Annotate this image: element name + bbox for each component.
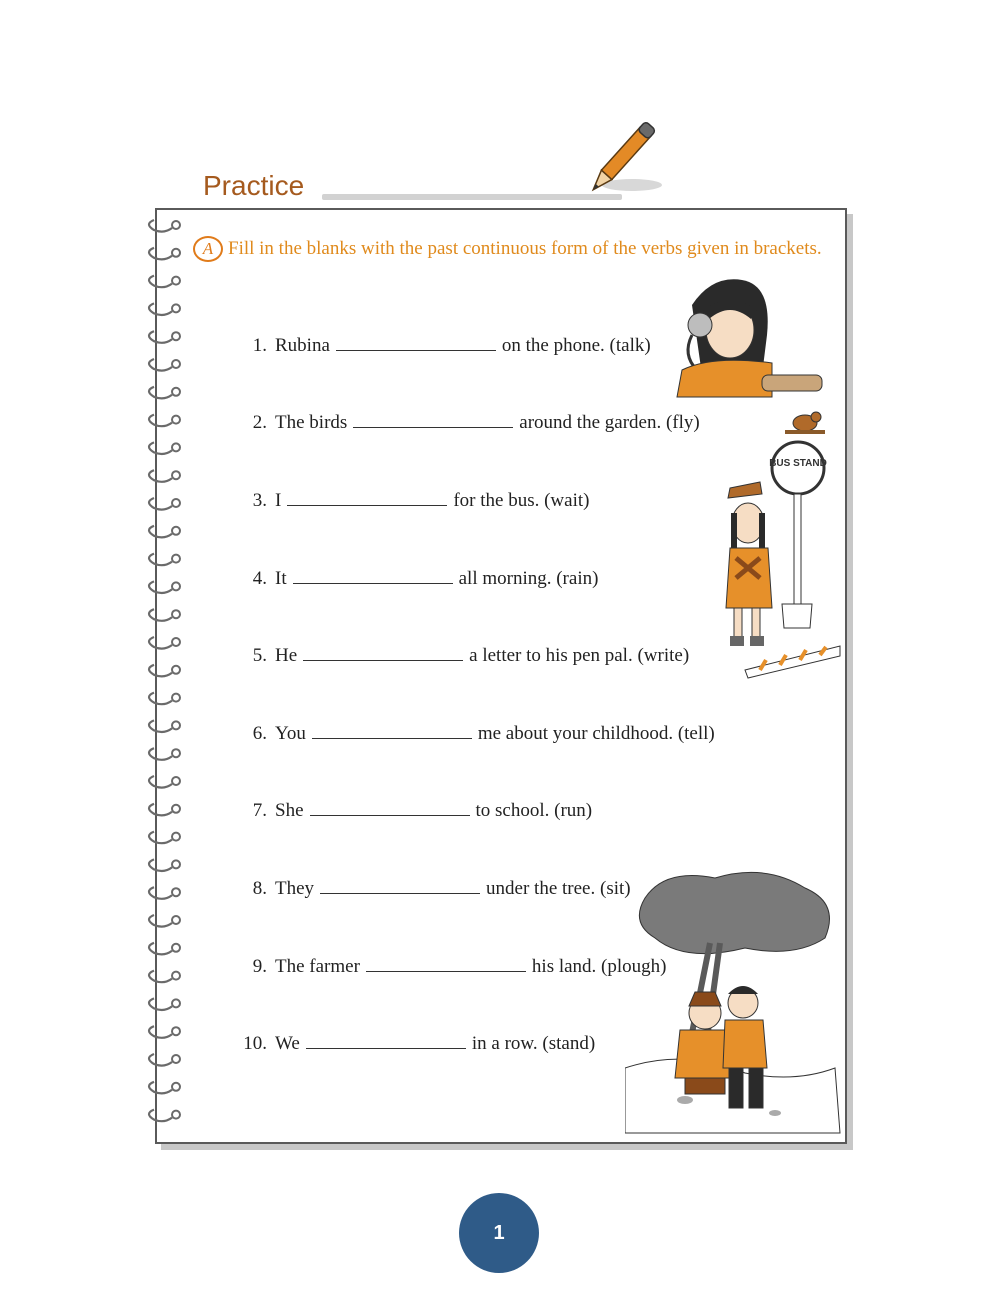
exercise-prompt-end: around the garden. (fly) <box>519 412 700 433</box>
exercise-number: 5. <box>252 645 267 666</box>
answer-blank[interactable] <box>353 409 513 428</box>
boys-under-tree-illustration <box>625 868 845 1138</box>
bird-icon <box>785 412 825 434</box>
exercise-number: 7. <box>252 800 267 821</box>
exercise-prompt-end: to school. (run) <box>475 800 593 821</box>
exercise-prompt-end: his land. (plough) <box>531 956 667 977</box>
exercise-number: 8. <box>252 878 267 899</box>
answer-blank[interactable] <box>366 953 526 972</box>
pencil-icon <box>570 115 670 205</box>
exercise-prompt-end: under the tree. (sit) <box>486 878 631 899</box>
exercise-prompt-start: We <box>275 1033 300 1054</box>
exercise-number: 3. <box>252 490 267 511</box>
answer-blank[interactable] <box>312 720 472 739</box>
exercise-prompt-start: You <box>275 723 306 744</box>
exercise-number: 4. <box>252 568 267 589</box>
exercise-number: 9. <box>252 956 267 977</box>
answer-blank[interactable] <box>320 875 480 894</box>
exercise-item <box>227 332 651 357</box>
answer-blank[interactable] <box>303 642 463 661</box>
exercise-item <box>227 875 631 900</box>
exercise-prompt-start: I <box>275 490 282 511</box>
exercise-prompt-end: a letter to his pen pal. (write) <box>469 645 690 666</box>
exercise-number: 2. <box>252 412 267 433</box>
exercise-prompt-start: The birds <box>275 412 348 433</box>
exercise-number: 10. <box>243 1033 267 1054</box>
answer-blank[interactable] <box>306 1030 466 1049</box>
answer-blank[interactable] <box>287 487 447 506</box>
exercise-prompt-start: They <box>275 878 315 899</box>
exercise-prompt-end: all morning. (rain) <box>458 568 599 589</box>
instruction-text: Fill in the blanks with the past continuous form of the verbs given in brackets. <box>228 238 822 259</box>
section-badge: A <box>193 236 223 262</box>
spiral-binding <box>140 212 190 1132</box>
girl-on-phone-illustration <box>672 275 832 400</box>
exercise-prompt-start: He <box>275 645 298 666</box>
exercise-number: 1. <box>252 335 267 356</box>
exercise-prompt-end: me about your childhood. (tell) <box>477 723 715 744</box>
exercise-item <box>227 565 598 590</box>
exercise-item <box>227 642 689 667</box>
exercise-number: 6. <box>252 723 267 744</box>
answer-blank[interactable] <box>310 797 470 816</box>
bus-stand-sign: BUS STAND <box>769 458 827 469</box>
page-number: 1 <box>459 1193 539 1273</box>
exercise-item <box>227 409 700 434</box>
exercise-item <box>227 487 589 512</box>
exercise-prompt-start: The farmer <box>275 956 360 977</box>
exercise-item <box>227 953 667 978</box>
exercise-prompt-end: on the phone. (talk) <box>501 335 651 356</box>
page-title: Practice <box>203 170 305 201</box>
bus-stop-illustration <box>700 408 845 683</box>
exercise-prompt-start: Rubina <box>275 335 330 356</box>
answer-blank[interactable] <box>293 565 453 584</box>
exercise-item <box>227 1030 595 1055</box>
exercise-item <box>227 797 592 822</box>
exercise-item <box>227 720 715 745</box>
exercise-prompt-start: It <box>275 568 287 589</box>
exercise-prompt-end: for the bus. (wait) <box>453 490 590 511</box>
exercise-prompt-end: in a row. (stand) <box>471 1033 596 1054</box>
exercise-prompt-start: She <box>275 800 304 821</box>
answer-blank[interactable] <box>336 332 496 351</box>
